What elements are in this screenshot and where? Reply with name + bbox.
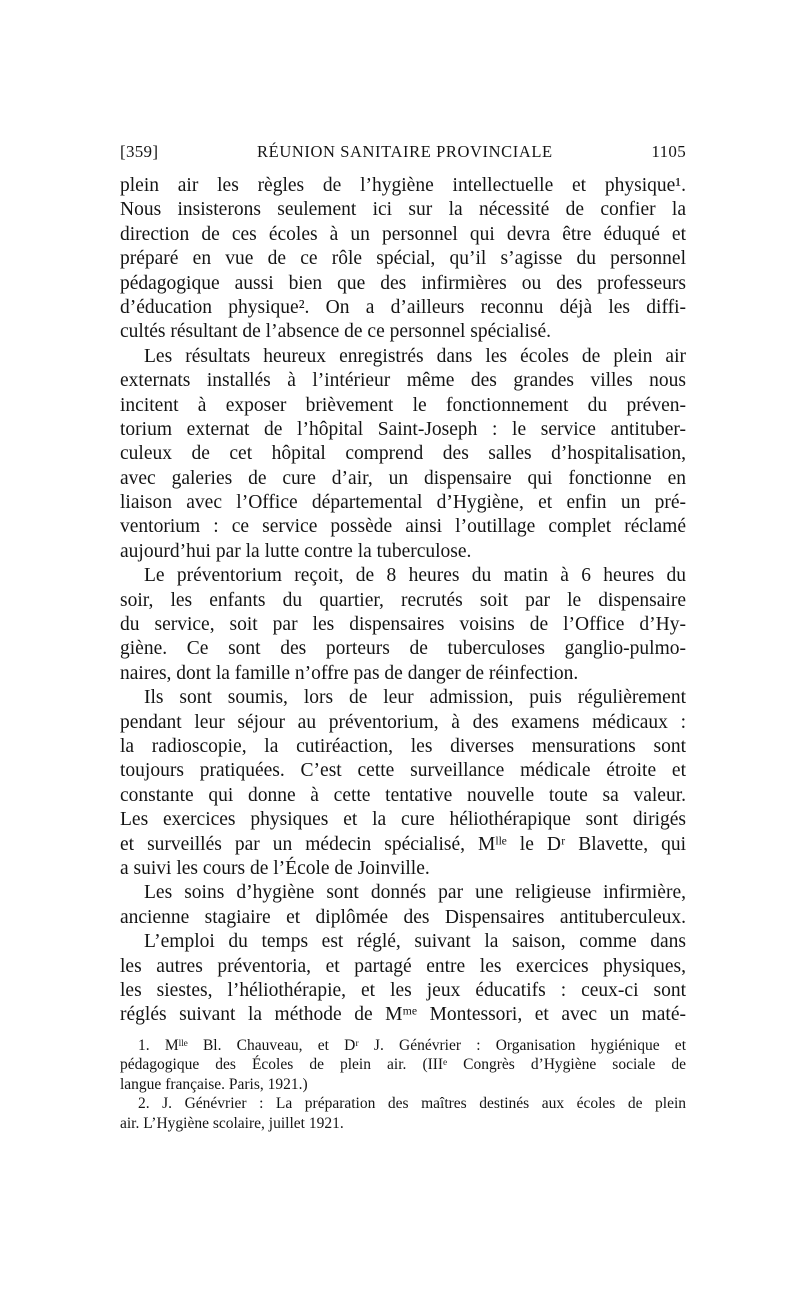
text-line: cultés résultant de l’absence de ce personnel spécialisé. [120,321,551,343]
text-line: giène. Ce sont des porteurs de tuberculoses ganglio-pulmo- [120,638,686,660]
text-line: pédagogique aussi bien que des infirmières ou des professeurs [120,272,686,294]
text-line: Le préventorium reçoit, de 8 heures du matin à 6 heures du [144,565,686,587]
running-title: RÉUNION SANITAIRE PROVINCIALE [257,142,553,161]
footnote-line: 2. J. Génévrier : La préparation des maîtres destinés aux écoles de plein [138,1095,686,1113]
text-line: Ils sont soumis, lors de leur admission, puis régulièrement [144,687,686,709]
text-line: naires, dont la famille n’offre pas de danger de réinfection. [120,662,579,684]
text-line: incitent à exposer brièvement le fonctionnement du préven- [120,394,686,416]
text-line: du service, soit par les dispensaires voisins de l’Office d’Hy- [120,614,686,636]
text-line: la radioscopie, la cutiréaction, les diverses mensurations sont [120,735,686,757]
text-line: Les soins d’hygiène sont donnés par une religieuse infirmière, [144,882,686,904]
text-line: toujours pratiquées. C’est cette surveillance médicale étroite et [120,760,686,782]
footnote-line: langue française. Paris, 1921.) [120,1075,308,1093]
text-line: et surveillés par un médecin spécialisé, Mˡˡᵉ le Dʳ Blavette, qui [120,833,686,855]
text-line: d’éducation physique². On a d’ailleurs reconnu déjà les diffi- [120,296,686,318]
footnote-line: 1. Mˡˡᵉ Bl. Chauveau, et Dʳ J. Génévrier : Organisation hygiénique et [138,1036,686,1054]
text-line: torium externat de l’hôpital Saint-Joseph : le service antituber- [120,418,686,440]
text-line: culeux de cet hôpital comprend des salles d’hospitalisation, [120,443,686,465]
text-line: Les exercices physiques et la cure héliothérapique sont dirigés [120,809,686,831]
text-line: les autres préventoria, et partagé entre les exercices physiques, [120,955,686,977]
text-line: constante qui donne à cette tentative nouvelle toute sa valeur. [120,784,686,806]
footnote-line: pédagogique des Écoles de plein air. (IIIᵉ Congrès d’Hygiène sociale de [120,1056,686,1074]
text-line: préparé en vue de ce rôle spécial, qu’il s’agisse du personnel [120,248,686,270]
text-line: Les résultats heureux enregistrés dans les écoles de plein air [144,345,686,367]
text-line: pendant leur séjour au préventorium, à des examens médicaux : [120,711,686,733]
page-number: 1105 [651,142,686,161]
text-line: Nous insisterons seulement ici sur la nécessité de confier la [120,199,686,221]
text-line: liaison avec l’Office départemental d’Hygiène, et enfin un pré- [120,492,686,514]
text-line: ancienne stagiaire et diplômée des Dispensaires antituberculeux. [120,906,686,928]
text-line: a suivi les cours de l’École de Joinville. [120,857,430,879]
page-reference: [359] [120,142,159,161]
book-page [120,142,686,1134]
running-header [120,142,686,168]
text-line: avec galeries de cure d’air, un dispensaire qui fonctionne en [120,467,686,489]
text-line: L’emploi du temps est réglé, suivant la saison, comme dans [144,931,686,953]
body-text [120,174,686,1028]
text-line: soir, les enfants du quartier, recrutés soit par le dispensaire [120,589,686,611]
text-line: aujourd’hui par la lutte contre la tuberculose. [120,540,472,562]
text-line: externats installés à l’intérieur même des grandes villes nous [120,370,686,392]
text-line: ventorium : ce service possède ainsi l’outillage complet réclamé [120,516,686,538]
footnote-line: air. L’Hygiène scolaire, juillet 1921. [120,1115,344,1133]
text-line: plein air les règles de l’hygiène intellectuelle et physique¹. [120,175,686,196]
text-line: direction de ces écoles à un personnel qui devra être éduqué et [120,223,686,245]
text-line: réglés suivant la méthode de Mᵐᵉ Montessori, et avec un maté- [120,1004,686,1026]
text-line: les siestes, l’héliothérapie, et les jeux éducatifs : ceux-ci sont [120,979,686,1001]
footnotes [120,1036,686,1134]
